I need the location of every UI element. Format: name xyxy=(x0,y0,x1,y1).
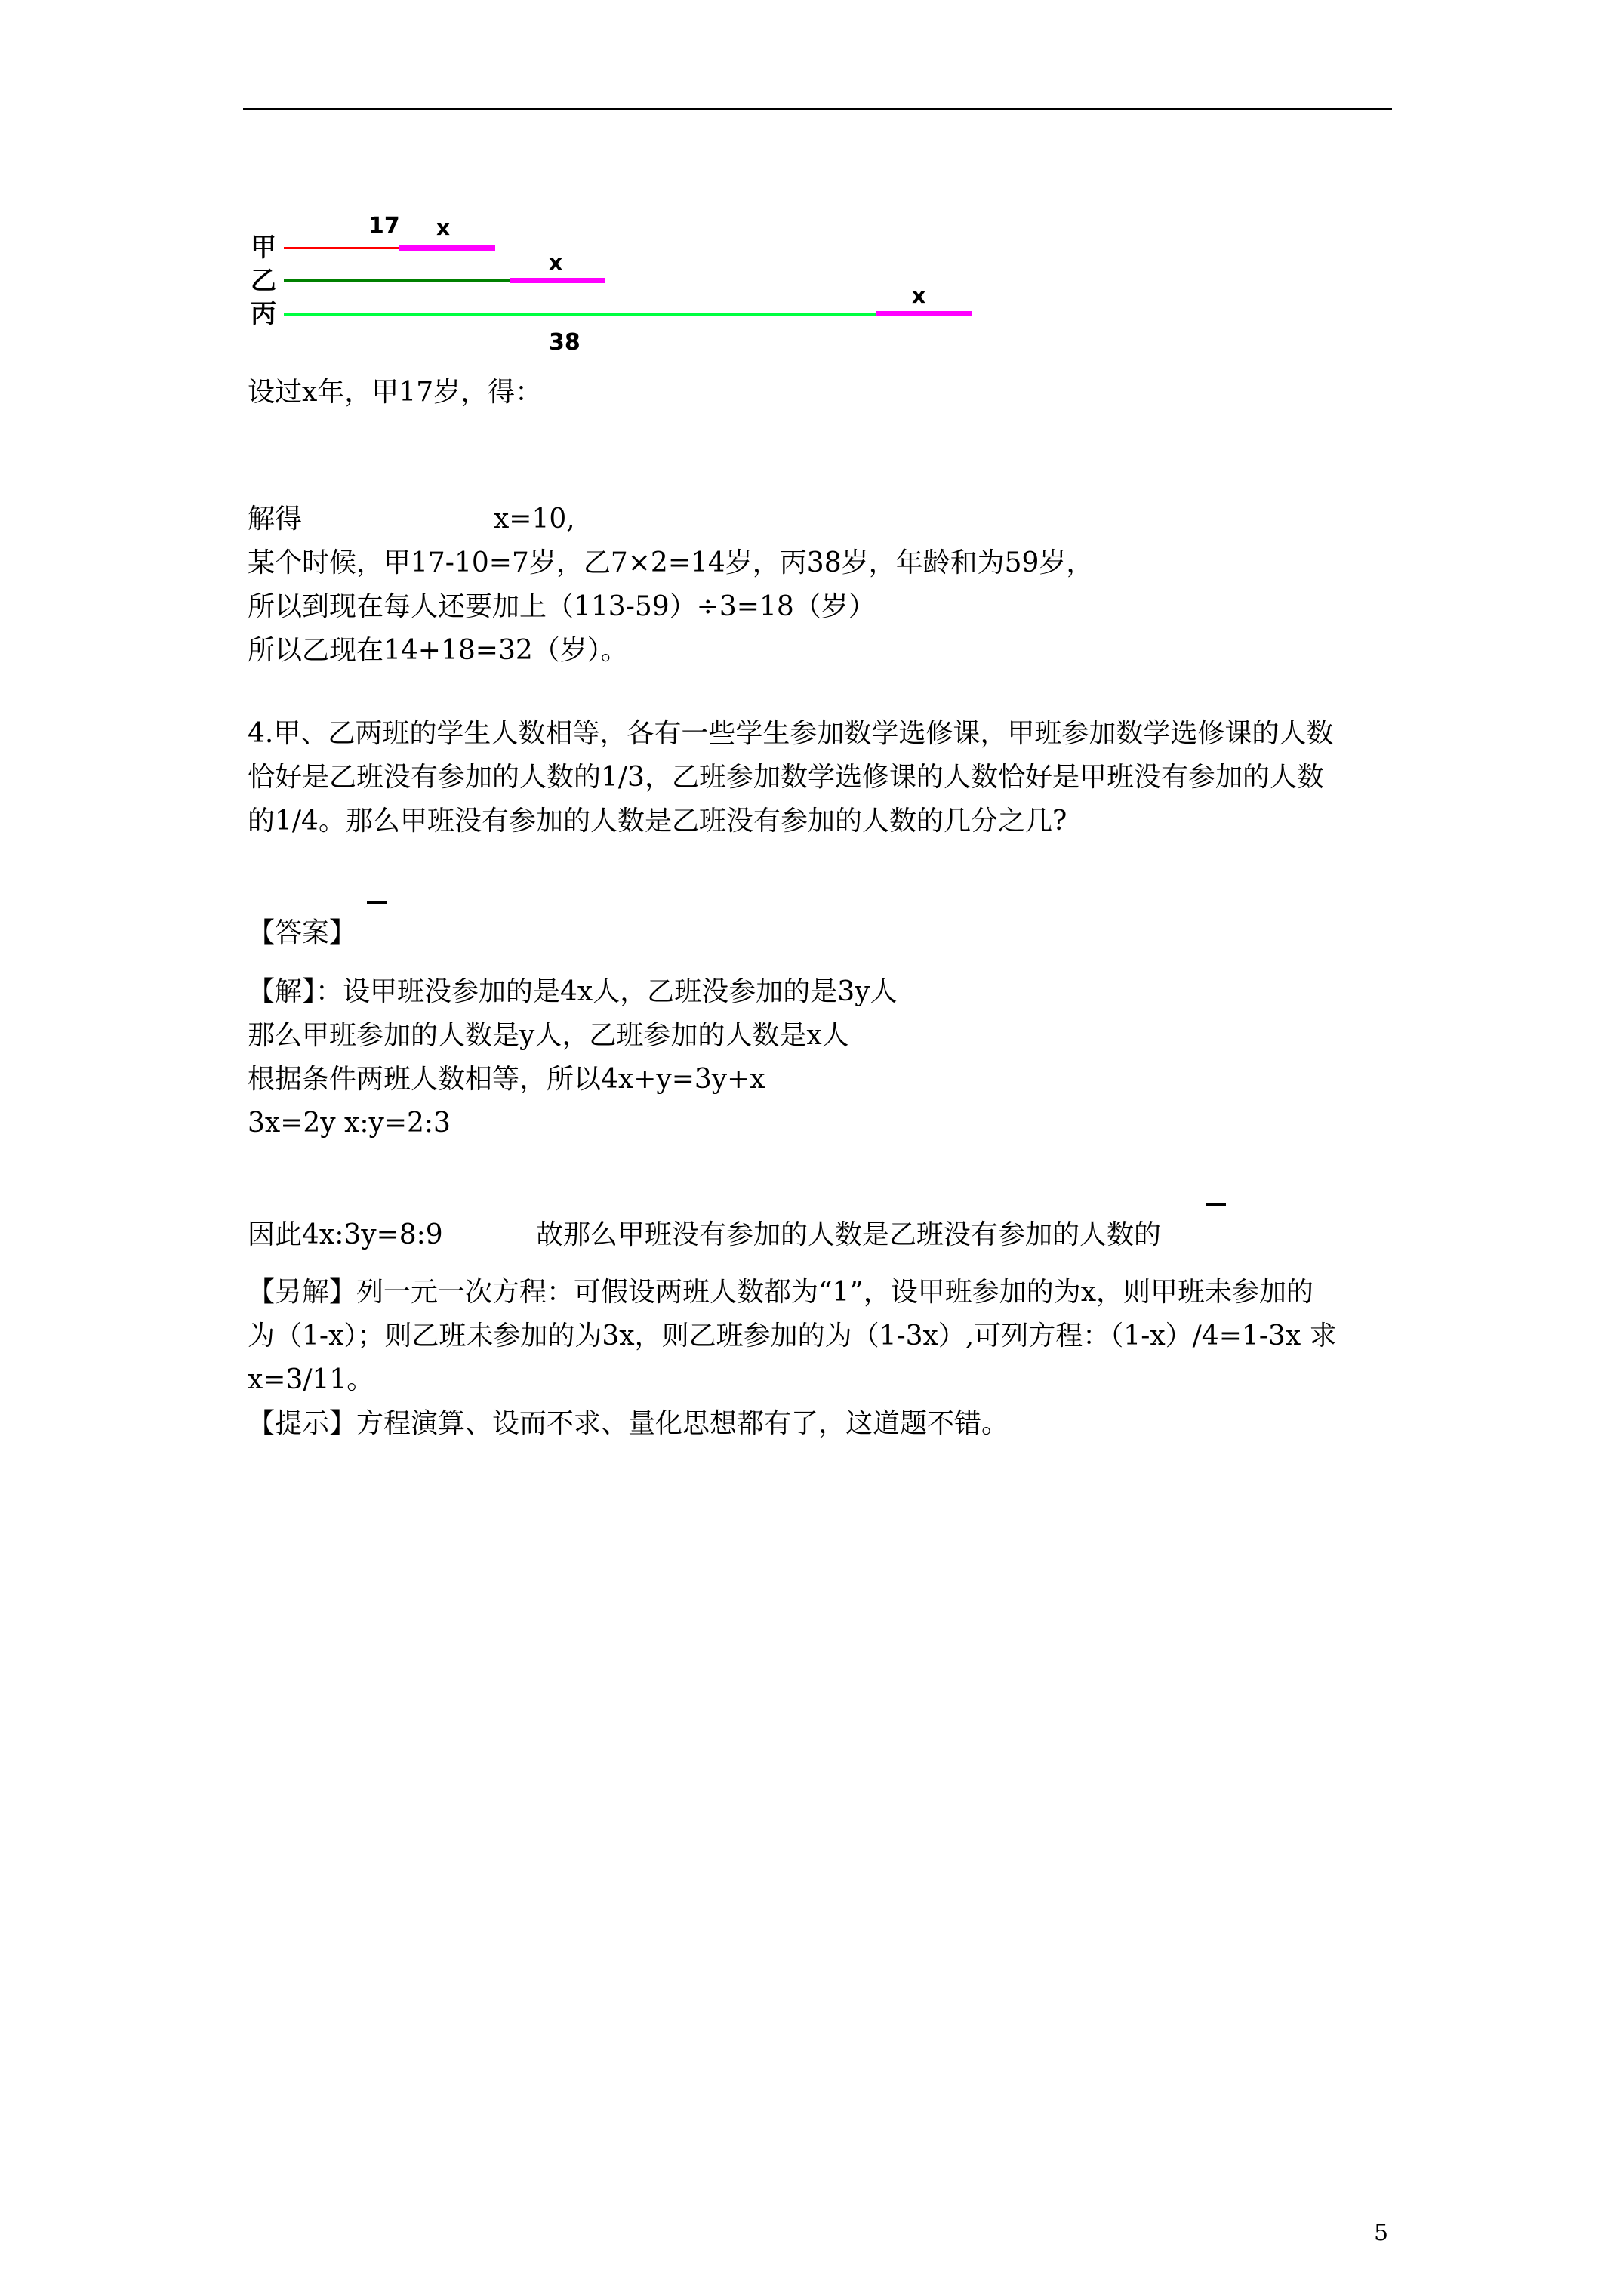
label-x-jia: x xyxy=(436,215,451,240)
page-number: 5 xyxy=(1374,2220,1389,2246)
label-38: 38 xyxy=(549,329,581,356)
question-line: 的1/4。那么甲班没有参加的人数是乙班没有参加的人数的几分之几? xyxy=(248,806,1067,837)
label-yi: 乙 xyxy=(251,266,276,296)
header-rule xyxy=(243,108,1392,110)
label-jia: 甲 xyxy=(251,233,276,263)
question-line: 4.甲、乙两班的学生人数相等，各有一些学生参加数学选修课，甲班参加数学选修课的人数 xyxy=(248,718,1334,749)
label-x-yi: x xyxy=(549,250,563,275)
answer-heading: 【答案】 xyxy=(248,917,357,948)
text-line: 解得 xyxy=(248,504,303,535)
segment-bing-x xyxy=(876,311,972,316)
solution-line: 根据条件两班人数相等，所以4x+y=3y+x xyxy=(248,1064,765,1095)
solution-line: 3x=2y x:y=2:3 xyxy=(248,1108,451,1139)
solution-line: 【解】：设甲班没参加的是4x人，乙班没参加的是3y人 xyxy=(248,976,898,1007)
segment-jia xyxy=(284,247,399,249)
fraction-bar xyxy=(367,901,387,904)
segment-jia-x xyxy=(399,245,495,251)
question-line: 恰好是乙班没有参加的人数的1/3，乙班参加数学选修课的人数恰好是甲班没有参加的人数 xyxy=(248,762,1324,793)
alt-solution-line: 【另解】列一元一次方程：可假设两班人数都为“1”，设甲班参加的为x，则甲班未参加的 xyxy=(248,1277,1314,1308)
segment-bing xyxy=(284,313,876,316)
label-x-bing: x xyxy=(912,283,926,308)
segment-yi-x xyxy=(510,278,605,283)
text-line: 设过x年，甲17岁，得： xyxy=(248,377,543,408)
label-17: 17 xyxy=(368,213,400,239)
fraction-bar xyxy=(1206,1203,1226,1206)
hint-line: 【提示】方程演算、设而不求、量化思想都有了，这道题不错。 xyxy=(248,1408,1009,1439)
segment-yi xyxy=(284,279,510,282)
solution-line: 那么甲班参加的人数是y人，乙班参加的人数是x人 xyxy=(248,1020,849,1051)
label-bing: 丙 xyxy=(251,299,276,329)
solution-line: 因此4x:3y=8:9 xyxy=(248,1219,443,1250)
text-line: 某个时候，甲17-10=7岁，乙7×2=14岁，丙38岁，年龄和为59岁， xyxy=(248,547,1094,578)
text-line: 所以乙现在14+18=32（岁）。 xyxy=(248,635,628,666)
solution-line: 故那么甲班没有参加的人数是乙班没有参加的人数的 xyxy=(536,1219,1162,1250)
alt-solution-line: 为（1-x）；则乙班未参加的为3x，则乙班参加的为（1-3x）,可列方程：（1-x）/4=1-3x 求 xyxy=(248,1321,1337,1351)
text-line: 所以到现在每人还要加上（113-59）÷3=18（岁） xyxy=(248,591,876,622)
alt-solution-line: x=3/11。 xyxy=(248,1364,374,1395)
text-line: x=10, xyxy=(494,504,575,535)
